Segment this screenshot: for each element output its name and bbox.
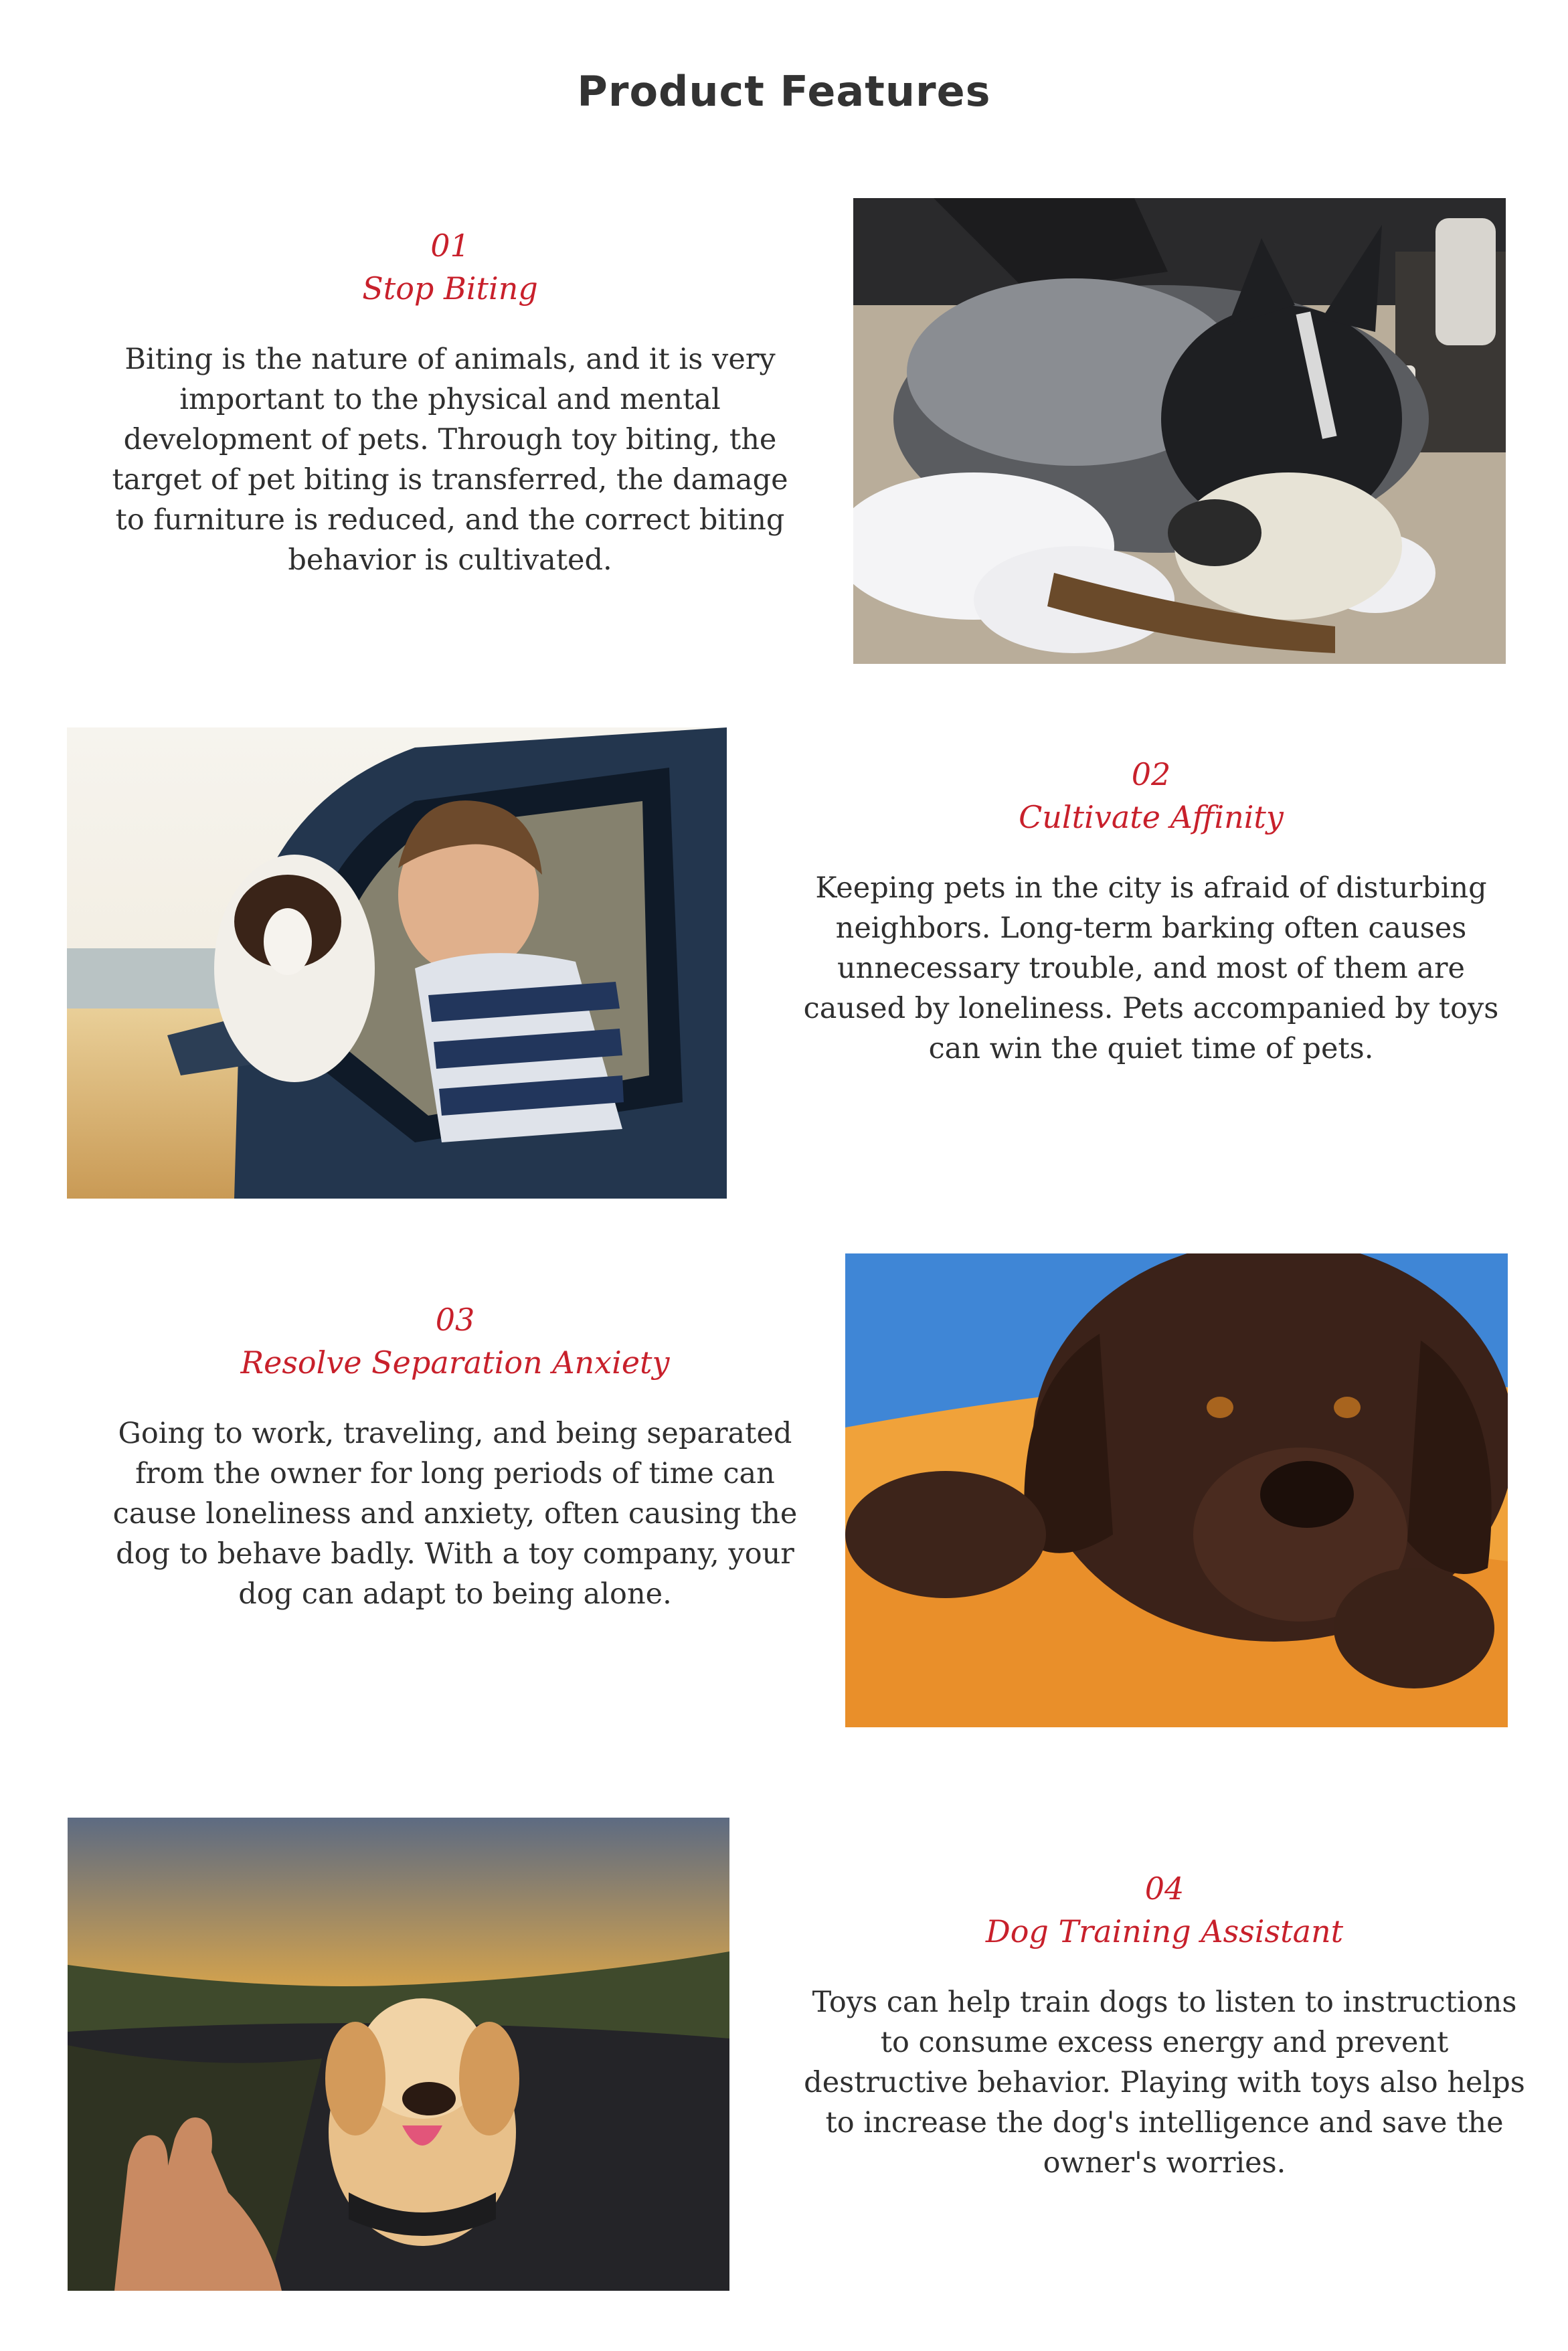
feature-number: 01 bbox=[430, 228, 470, 264]
feature-title: Stop Biting bbox=[362, 270, 538, 307]
feature-number: 02 bbox=[1131, 756, 1171, 792]
feature-title: Cultivate Affinity bbox=[1019, 799, 1284, 835]
page-title: Product Features bbox=[577, 67, 991, 116]
feature-description: Toys can help train dogs to listen to instructions to consume excess energy and prevent destructive behavior. Playing with toys also helps to increase the dog's intelligence and save the owner's worries. bbox=[804, 1986, 1525, 2180]
photo-dog-chewing-toy bbox=[853, 198, 1506, 664]
feature-number: 04 bbox=[1144, 1870, 1185, 1907]
feature-description: Going to work, traveling, and being separated from the owner for long periods of time can cause loneliness and anxiety, often causing the dog to behave badly. With a toy company, your dog can adapt to being alone. bbox=[112, 1417, 798, 1611]
feature-03-text bbox=[100, 1298, 810, 1614]
feature-number: 03 bbox=[435, 1302, 475, 1338]
feature-01-text bbox=[100, 224, 800, 580]
feature-02-text bbox=[800, 753, 1502, 1069]
feature-title: Resolve Separation Anxiety bbox=[240, 1344, 670, 1381]
feature-description: Biting is the nature of animals, and it is very important to the physical and mental development of pets. Through toy biting, the target of pet biting is transferred, the damage to furniture is reduced, and the correct biting behavior is cultivated. bbox=[112, 343, 788, 577]
feature-title: Dog Training Assistant bbox=[985, 1913, 1344, 1949]
feature-04-text bbox=[803, 1867, 1526, 2183]
photo-boy-and-dog-in-car bbox=[67, 727, 727, 1199]
photo-sad-labrador bbox=[845, 1253, 1508, 1727]
photo-dog-high-five-sunset bbox=[68, 1818, 729, 2291]
feature-description: Keeping pets in the city is afraid of disturbing neighbors. Long-term barking often causes unnecessary trouble, and most of them are caused by loneliness. Pets accompanied by toys can win the quiet time of pets. bbox=[803, 871, 1499, 1065]
